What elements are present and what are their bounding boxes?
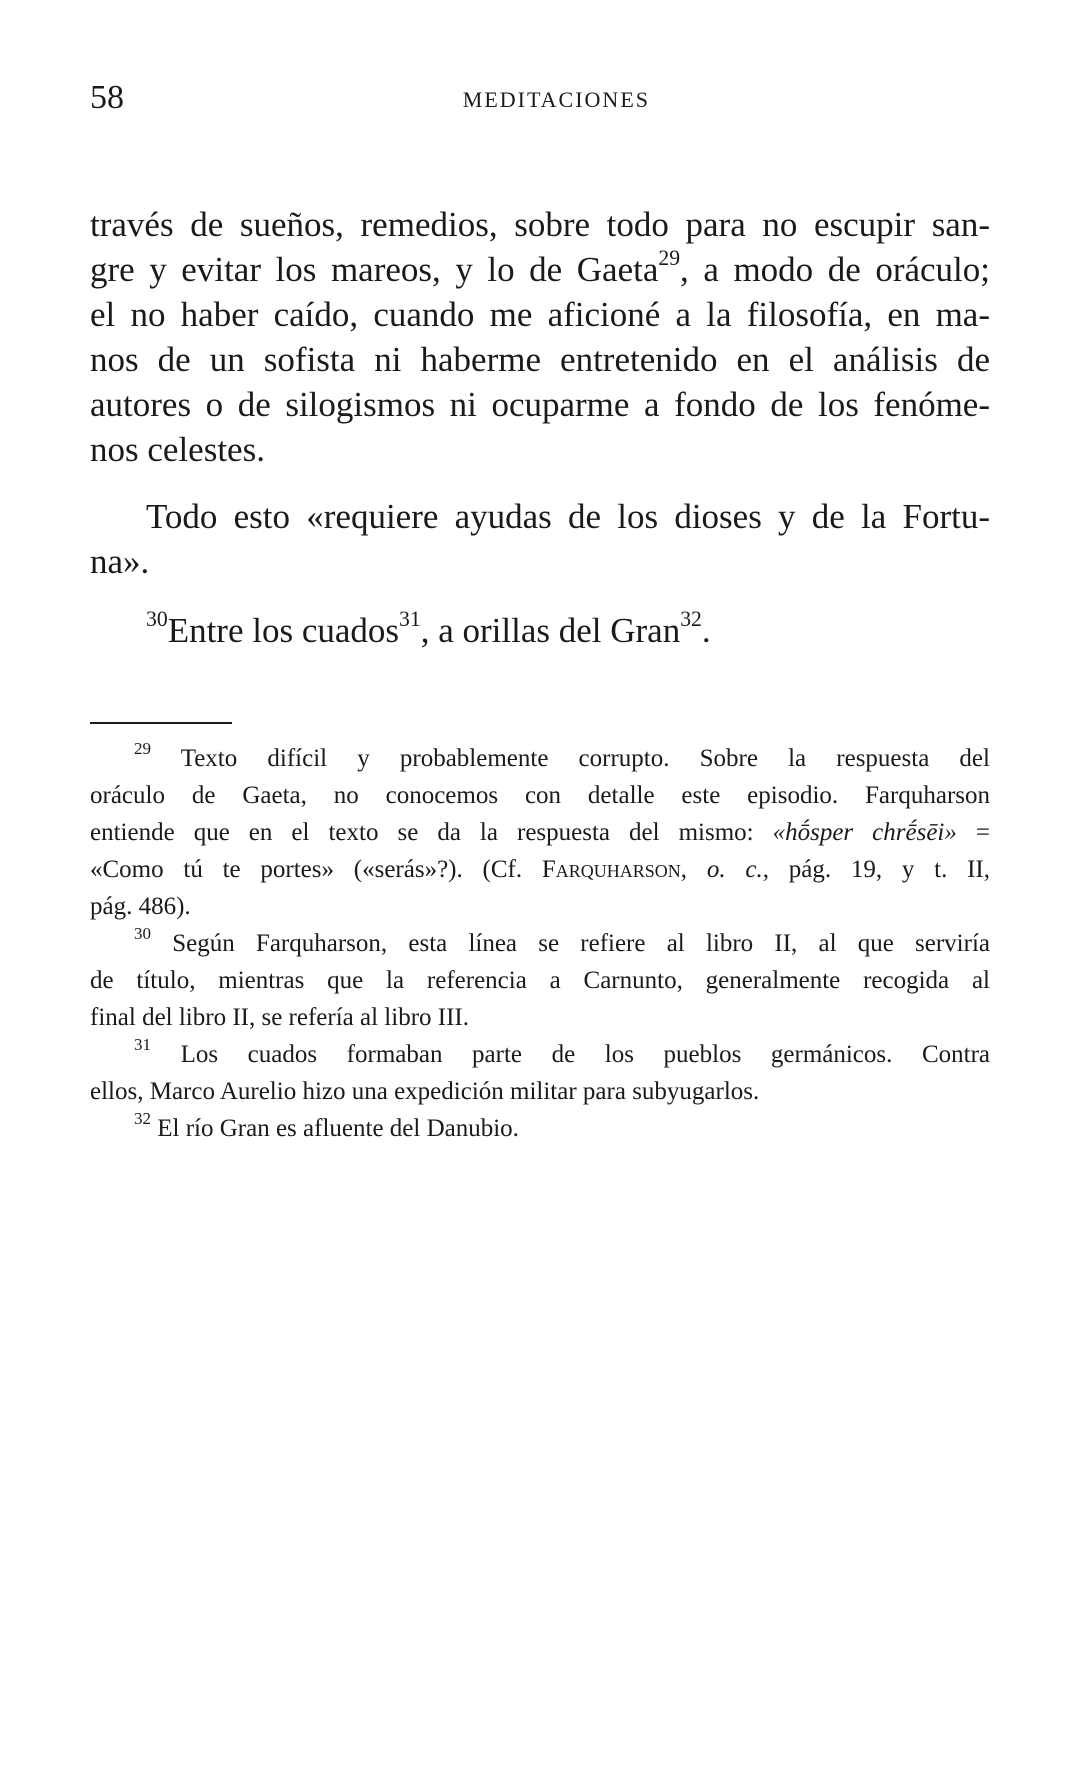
footnote-line: pág. 486). — [90, 893, 191, 920]
author-name: Farquharson — [541, 856, 681, 883]
footnote-number: 29 — [134, 739, 151, 759]
text-line: autores o de silogismos ni ocuparme a fondo de los fenóme- — [90, 385, 990, 424]
paragraph-1 — [90, 202, 990, 472]
text-line: na». — [90, 542, 150, 581]
text-fragment: «Como tú te portes» («serás»?). (Cf. — [90, 856, 542, 883]
footnote-line: final del libro II, se refería al libro III. — [90, 1004, 469, 1031]
footnote-number: 30 — [134, 924, 151, 944]
footnote-line — [90, 814, 990, 851]
text-fragment: , — [680, 856, 707, 883]
paragraph-2 — [90, 494, 990, 584]
footnote-line: oráculo de Gaeta, no conocemos con detalle este episodio. Farquharson — [90, 782, 990, 809]
text-line: Todo esto «requiere ayudas de los dioses y de la Fortu- — [146, 497, 990, 536]
text-fragment: Texto difícil y probablemente corrupto. Sobre la respuesta del — [180, 745, 990, 772]
text-fragment: El río Gran es afluente del Danubio. — [157, 1115, 519, 1142]
text-fragment: Entre los cuados — [167, 611, 400, 650]
running-head — [90, 78, 990, 122]
footnote-29 — [90, 740, 990, 925]
paragraph-3 — [90, 608, 990, 653]
footnote-31 — [90, 1036, 990, 1110]
footnote-ref-31[interactable]: 31 — [399, 607, 421, 632]
footnote-line — [90, 1110, 990, 1147]
footnote-divider — [90, 722, 232, 724]
footnote-line: de título, mientras que la referencia a Carnunto, generalmente recogida al — [90, 967, 990, 994]
footnote-line: ellos, Marco Aurelio hizo una expedición militar para subyugarlos. — [90, 1078, 760, 1105]
footnote-30 — [90, 925, 990, 1036]
book-page — [90, 0, 990, 1766]
text-line — [90, 247, 990, 292]
greek-transliteration: «hṓsper chrḗsēi» — [772, 819, 957, 846]
footnote-ref-32[interactable]: 32 — [680, 607, 702, 632]
text-line: el no haber caído, cuando me aficioné a la filosofía, en ma- — [90, 295, 990, 334]
footnote-line — [90, 851, 990, 888]
text-line: nos de un sofista ni haberme entretenido en el análisis de — [90, 340, 990, 379]
footnote-line — [90, 740, 990, 777]
text-line: nos celestes. — [90, 430, 265, 469]
text-fragment: , pág. 19, y t. II, — [762, 856, 990, 883]
page-number: 58 — [90, 79, 124, 116]
text-fragment: gre y evitar los mareos, y lo de Gaeta — [90, 250, 659, 289]
footnote-line — [90, 925, 990, 962]
text-fragment: = — [956, 819, 990, 846]
text-line: través de sueños, remedios, sobre todo para no escupir san- — [90, 205, 990, 244]
citation-abbrev: o. c. — [706, 856, 763, 883]
main-text — [90, 202, 990, 653]
footnotes — [90, 740, 990, 1147]
text-fragment: entiende que en el texto se da la respuesta del mismo: — [90, 819, 773, 846]
book-title: MEDITACIONES — [462, 87, 650, 112]
footnote-ref-29[interactable]: 29 — [658, 246, 681, 271]
text-line — [90, 608, 990, 653]
text-fragment: , a modo de oráculo; — [680, 250, 990, 289]
footnote-number: 31 — [134, 1035, 151, 1055]
text-fragment: . — [701, 611, 711, 650]
footnote-ref-30[interactable]: 30 — [146, 607, 168, 632]
text-fragment: Según Farquharson, esta línea se refiere al libro II, al que serviría — [172, 930, 990, 957]
footnote-number: 32 — [134, 1109, 151, 1129]
text-fragment: Los cuados formaban parte de los pueblos germánicos. Contra — [180, 1041, 991, 1068]
text-fragment: , a orillas del Gran — [420, 611, 681, 650]
footnote-32 — [90, 1110, 990, 1147]
footnote-line — [90, 1036, 990, 1073]
